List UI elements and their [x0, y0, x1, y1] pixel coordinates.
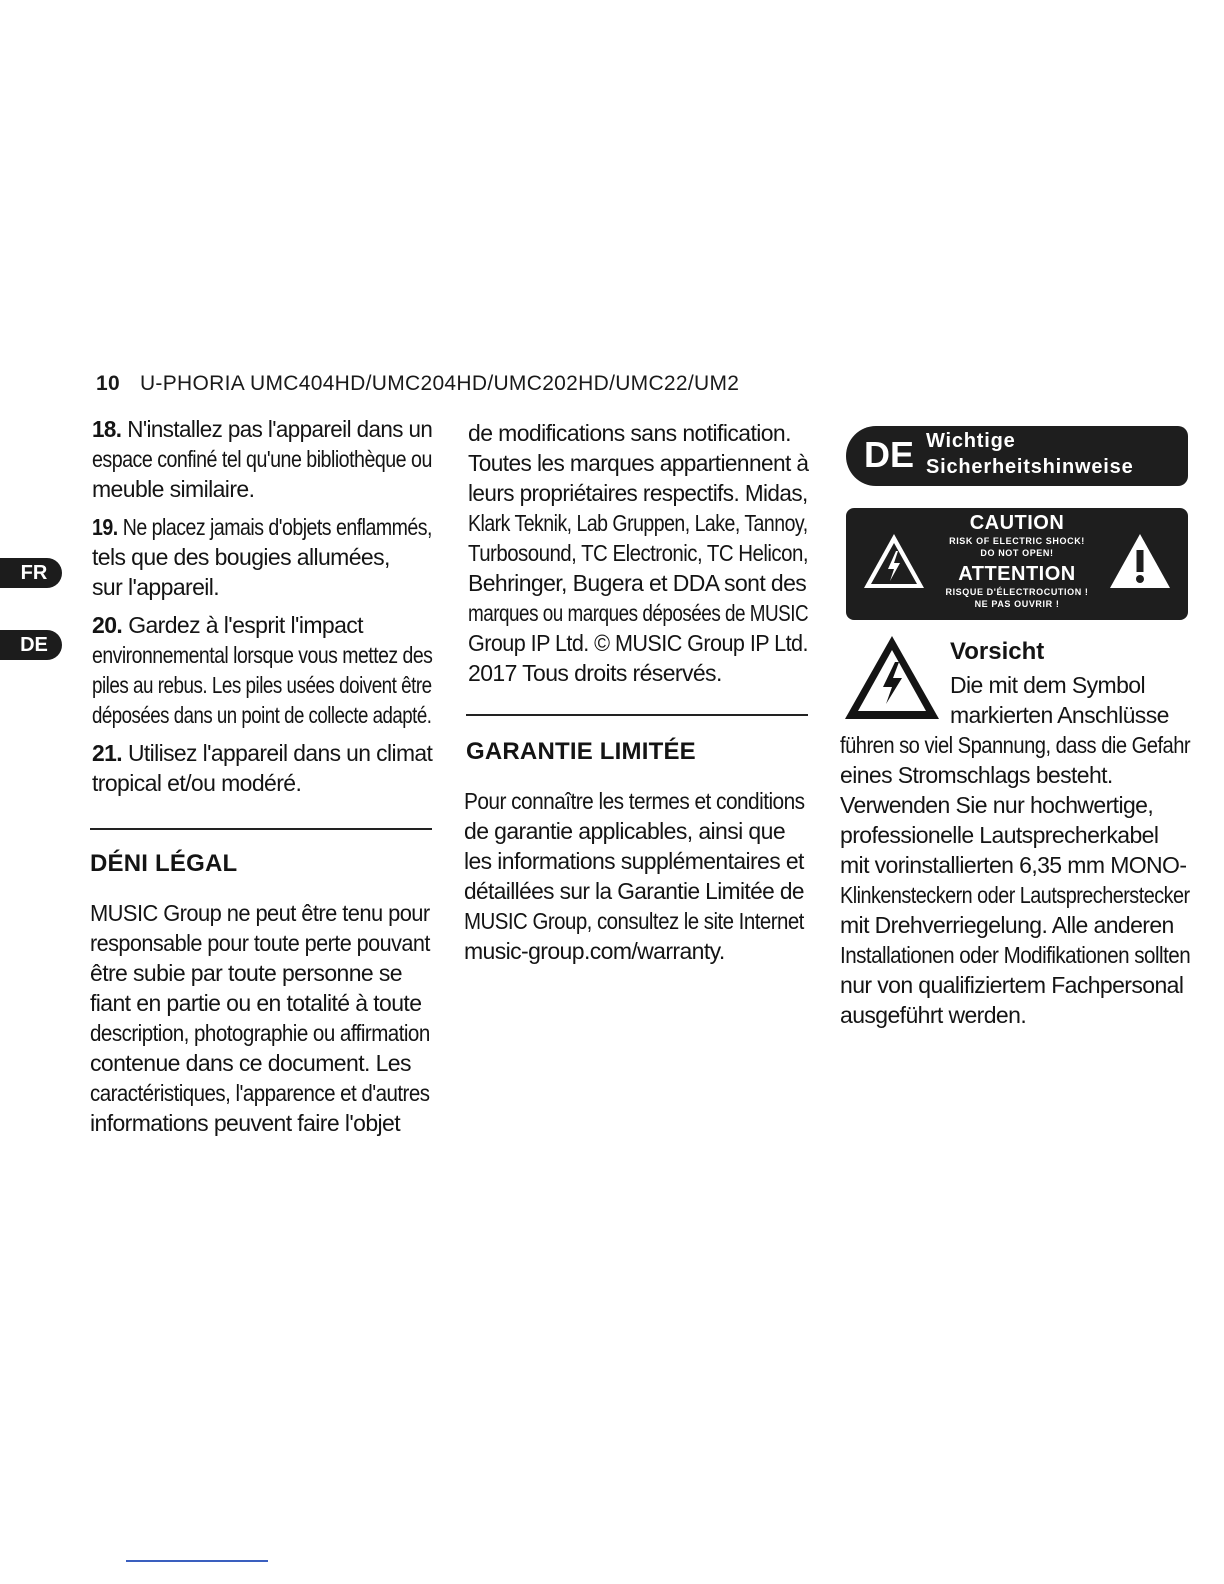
- banner-title-line-1: Wichtige: [926, 430, 1016, 452]
- attention-subtext: RISQUE D'ÉLECTROCUTION !: [945, 587, 1089, 597]
- body-line: MUSIC Group ne peut être tenu pour: [90, 900, 430, 926]
- caution-title: CAUTION: [969, 512, 1065, 534]
- lightning-triangle-icon: [862, 532, 926, 590]
- body-line: 2017 Tous droits réservés.: [468, 660, 722, 686]
- item-line: Ne placez jamais d'objets enflammés,: [122, 514, 432, 540]
- caution-label-box: [846, 508, 1188, 620]
- attention-subtext: NE PAS OUVRIR !: [974, 599, 1060, 609]
- item-line: Utilisez l'appareil dans un climat: [127, 740, 433, 766]
- item-line: tels que des bougies allumées,: [92, 544, 390, 570]
- attention-title: ATTENTION: [958, 563, 1076, 585]
- body-line: Klark Teknik, Lab Gruppen, Lake, Tannoy,: [468, 510, 808, 536]
- scan-artifact-line: [126, 1560, 268, 1562]
- document-title: U-PHORIA UMC404HD/UMC204HD/UMC202HD/UMC22/UM2: [139, 372, 740, 395]
- deni-legal-body: [90, 898, 430, 1138]
- body-line: markierten Anschlüsse: [950, 702, 1169, 728]
- caution-subtext: RISK OF ELECTRIC SHOCK!: [949, 536, 1085, 546]
- section-divider: [466, 714, 808, 716]
- body-line: informations peuvent faire l'objet: [90, 1110, 401, 1136]
- banner-language-code: DE: [864, 434, 915, 475]
- banner-title-line-2: Sicherheitshinweise: [926, 456, 1134, 478]
- body-line: Pour connaître les termes et conditions: [464, 788, 805, 814]
- body-line: nur von qualifiziertem Fachpersonal: [840, 972, 1184, 998]
- item-line: espace confiné tel qu'une bibliothèque ou: [92, 446, 432, 472]
- body-line: mit vorinstallierten 6,35 mm MONO-: [840, 852, 1187, 878]
- body-line: mit Drehverriegelung. Alle anderen: [840, 912, 1174, 938]
- body-line: professionelle Lautsprecherkabel: [840, 822, 1159, 848]
- body-line: détaillées sur la Garantie Limitée de: [464, 878, 804, 904]
- warning-triangle-icon: [842, 632, 942, 722]
- body-line: de garantie applicables, ainsi que: [464, 818, 786, 844]
- page-header: [96, 372, 739, 396]
- body-line: Toutes les marques appartiennent à: [468, 450, 809, 476]
- left-column: [92, 414, 432, 806]
- warranty-url[interactable]: music-group.com/warranty.: [464, 938, 725, 964]
- exclamation-triangle-icon: [1108, 532, 1172, 590]
- body-line: ausgeführt werden.: [840, 1002, 1027, 1028]
- safety-item-19: [92, 512, 432, 602]
- body-line: führen so viel Spannung, dass die Gefahr: [840, 732, 1191, 758]
- middle-column: [468, 418, 808, 688]
- deni-legal-title: DÉNI LÉGAL: [90, 850, 238, 877]
- item-line: N'installez pas l'appareil dans un: [127, 416, 433, 442]
- garantie-title: GARANTIE LIMITÉE: [466, 738, 696, 765]
- body-line: caractéristiques, l'apparence et d'autres: [90, 1080, 430, 1106]
- item-number: 21.: [92, 740, 123, 766]
- safety-item-21: [92, 738, 432, 798]
- body-line: eines Stromschlags besteht.: [840, 762, 1113, 788]
- section-divider: [90, 828, 432, 830]
- caution-subtext: DO NOT OPEN!: [980, 548, 1054, 558]
- vorsicht-title: Vorsicht: [950, 638, 1045, 665]
- item-number: 19.: [92, 514, 118, 540]
- body-line: fiant en partie ou en totalité à toute: [90, 990, 422, 1016]
- body-line: description, photographie ou affirmation: [90, 1020, 430, 1046]
- body-line: Die mit dem Symbol: [950, 672, 1145, 698]
- vorsicht-body: [840, 730, 1190, 1030]
- item-line: meuble similaire.: [92, 476, 255, 502]
- body-line: Turbosound, TC Electronic, TC Helicon,: [468, 540, 808, 566]
- item-line: piles au rebus. Les piles usées doivent être: [92, 672, 432, 698]
- vorsicht-intro: [950, 670, 1190, 730]
- body-line: MUSIC Group, consultez le site Internet: [464, 908, 804, 934]
- body-line: contenue dans ce document. Les: [90, 1050, 411, 1076]
- body-line: responsable pour toute perte pouvant: [90, 930, 430, 956]
- section-banner-de: [846, 426, 1188, 486]
- body-line: être subie par toute personne se: [90, 960, 402, 986]
- item-line: Gardez à l'esprit l'impact: [128, 612, 363, 638]
- page-number: 10: [96, 372, 120, 395]
- side-tab-de[interactable]: DE: [0, 630, 62, 660]
- item-line: tropical et/ou modéré.: [92, 770, 302, 796]
- body-line: les informations supplémentaires et: [464, 848, 804, 874]
- body-line: de modifications sans notification.: [468, 420, 791, 446]
- body-line: Klinkensteckern oder Lautsprecherstecker: [840, 882, 1190, 908]
- item-number: 18.: [92, 416, 122, 442]
- item-line: sur l'appareil.: [92, 574, 220, 600]
- body-line: Group IP Ltd. © MUSIC Group IP Ltd.: [468, 630, 808, 656]
- body-line: Verwenden Sie nur hochwertige,: [840, 792, 1154, 818]
- body-line: Behringer, Bugera et DDA sont des: [468, 570, 807, 596]
- item-number: 20.: [92, 612, 123, 638]
- body-line: Installationen oder Modifikationen sollten: [840, 942, 1191, 968]
- safety-item-20: [92, 610, 432, 730]
- item-line: environnemental lorsque vous mettez des: [92, 642, 433, 668]
- safety-item-18: [92, 414, 432, 504]
- garantie-body: [464, 786, 804, 966]
- body-line: marques ou marques déposées de MUSIC: [468, 600, 809, 626]
- side-tab-fr[interactable]: FR: [0, 558, 62, 588]
- body-line: leurs propriétaires respectifs. Midas,: [468, 480, 808, 506]
- item-line: déposées dans un point de collecte adapté.: [92, 702, 432, 728]
